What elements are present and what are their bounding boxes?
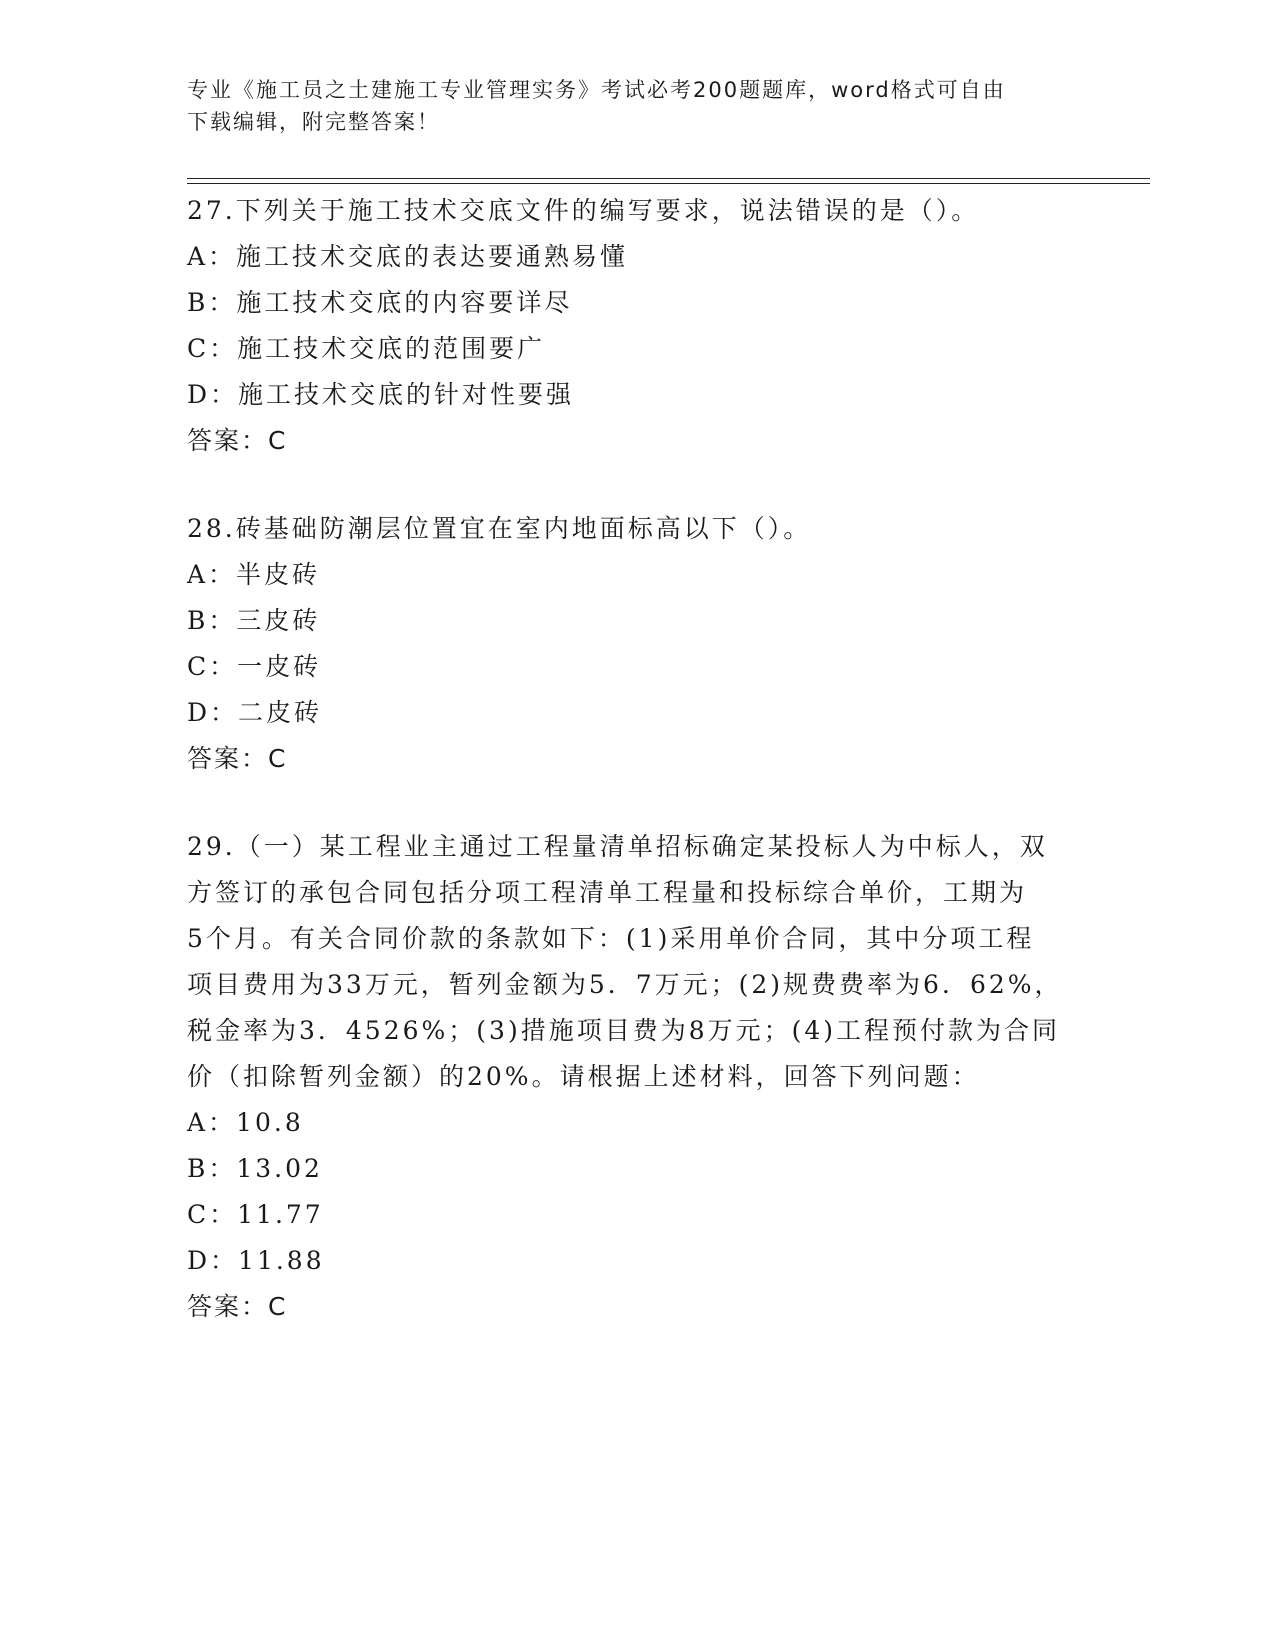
document-header (187, 74, 1067, 138)
header-divider-bottom (187, 183, 1150, 184)
option-a: A：10.8 (187, 1108, 304, 1137)
option-b: B：施工技术交底的内容要详尽 (187, 288, 573, 317)
question-stem: 28.砖基础防潮层位置宜在室内地面标高以下（）。 (187, 514, 812, 543)
header-line-1: 专业《施工员之土建施工专业管理实务》考试必考200题题库，word格式可自由 (187, 78, 1006, 102)
option-d: D：11.88 (187, 1246, 325, 1275)
question-28 (187, 506, 1067, 782)
question-stem-line-6: 价（扣除暂列金额）的20%。请根据上述材料，回答下列问题： (187, 1062, 980, 1091)
option-c: C：施工技术交底的范围要广 (187, 334, 546, 363)
header-divider-top (187, 178, 1150, 179)
option-b: B：三皮砖 (187, 606, 321, 635)
option-b: B：13.02 (187, 1154, 323, 1183)
question-29 (187, 824, 1067, 1330)
question-stem-line-4: 项目费用为33万元，暂列金额为5．7万元；(2)规费费率为6．62%， (187, 970, 1063, 999)
option-c: C：一皮砖 (187, 652, 322, 681)
answer-text: 答案：C (187, 1292, 288, 1321)
option-a: A：施工技术交底的表达要通熟易懂 (187, 242, 629, 271)
option-c: C：11.77 (187, 1200, 324, 1229)
option-d: D：施工技术交底的针对性要强 (187, 380, 575, 409)
question-stem: 27.下列关于施工技术交底文件的编写要求，说法错误的是（）。 (187, 196, 980, 225)
answer-text: 答案：C (187, 744, 288, 773)
question-stem-line-3: 5个月。有关合同价款的条款如下：(1)采用单价合同，其中分项工程 (187, 924, 1035, 953)
question-stem-line-1: 29.（一）某工程业主通过工程量清单招标确定某投标人为中标人，双 (187, 832, 1048, 861)
option-a: A：半皮砖 (187, 560, 321, 589)
question-27 (187, 188, 1067, 464)
header-line-2: 下载编辑，附完整答案！ (187, 110, 440, 134)
option-d: D：二皮砖 (187, 698, 323, 727)
question-stem-line-5: 税金率为3．4526%；(3)措施项目费为8万元；(4)工程预付款为合同 (187, 1016, 1061, 1045)
answer-text: 答案：C (187, 426, 288, 455)
question-stem-line-2: 方签订的承包合同包括分项工程清单工程量和投标综合单价，工期为 (187, 878, 1028, 907)
